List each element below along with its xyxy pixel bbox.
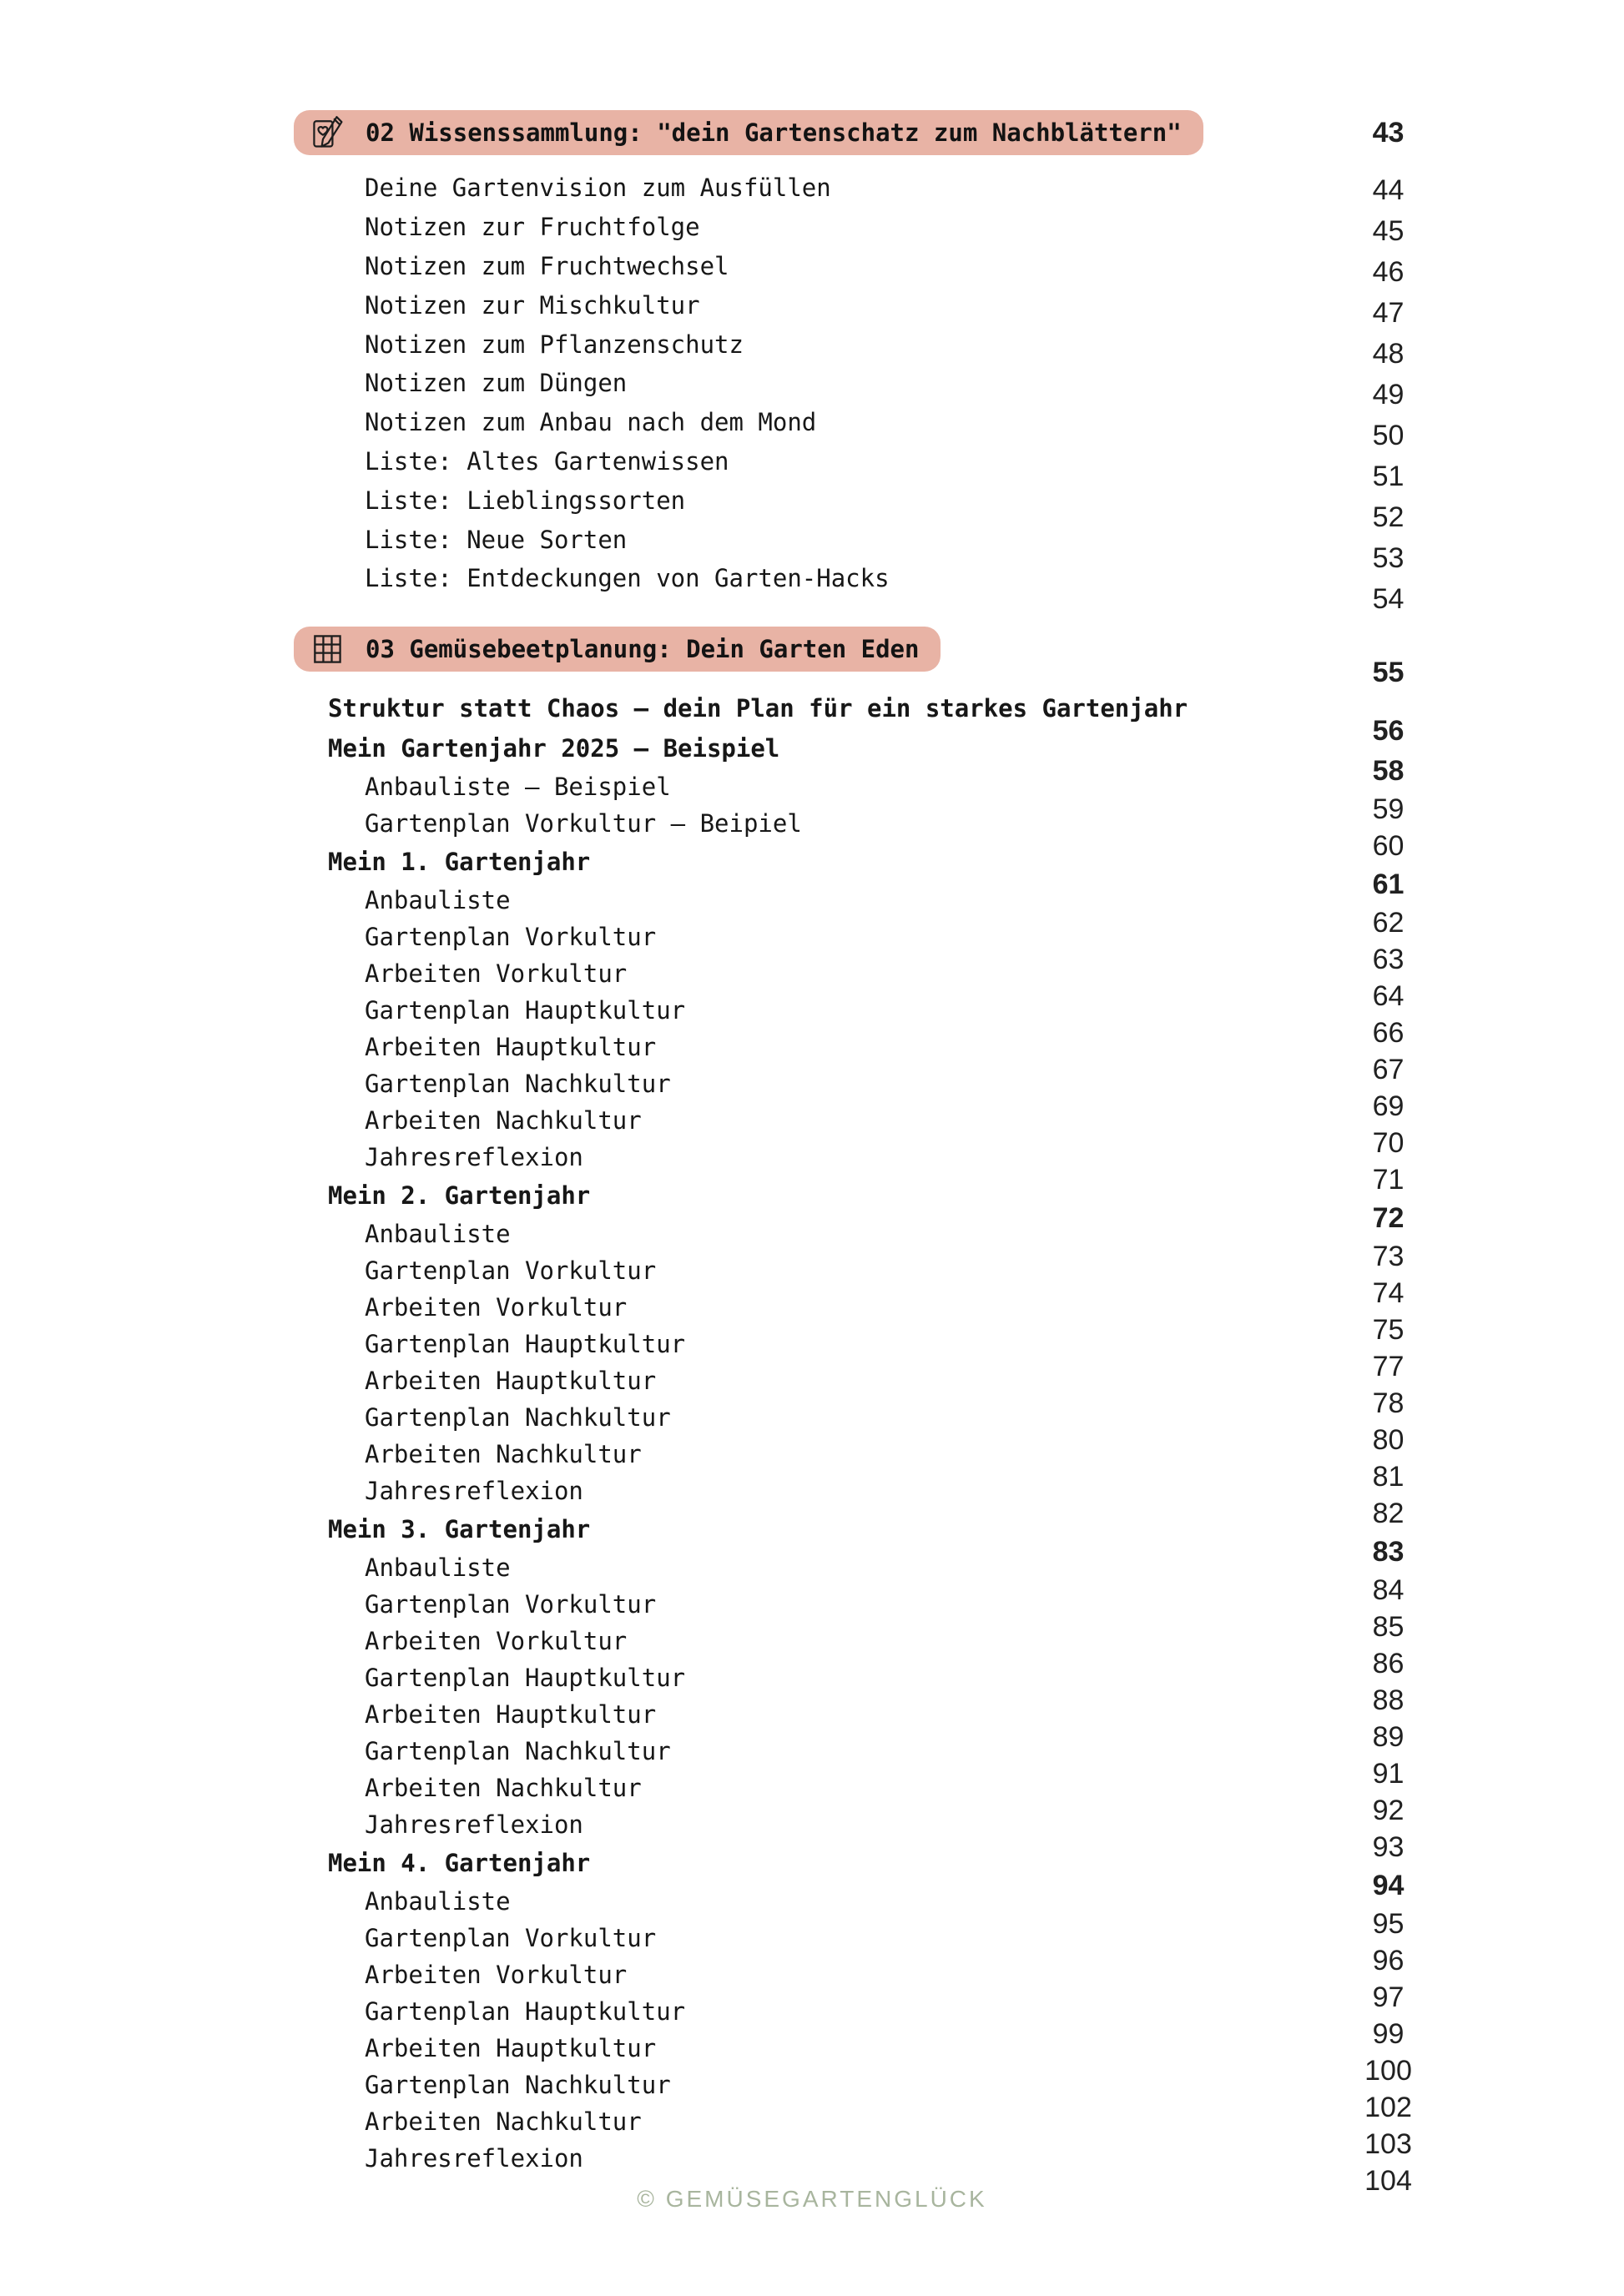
toc-entry-label: Anbauliste [365,885,511,914]
toc-subheading[interactable] [294,1176,1329,1216]
toc-entry-label: Arbeiten Vorkultur [365,1626,628,1655]
toc-page-number: 93 [1372,1830,1405,1863]
toc-entry-label: Gartenplan Hauptkultur [365,1663,686,1692]
toc-page-number: 56 [1372,714,1405,747]
toc-page-number: 96 [1372,1944,1405,1976]
toc-page-number: 102 [1364,2091,1412,2123]
toc-entry[interactable] [294,1289,1329,1326]
toc-subheading[interactable] [294,1843,1329,1883]
toc-entry-label: Jahresreflexion [365,1810,583,1839]
toc-page-number: 59 [1372,793,1405,825]
toc-entry[interactable] [294,364,1329,403]
toc-entry[interactable] [294,1623,1329,1659]
toc-entry-label: Anbauliste [365,1886,511,1916]
section-header-02[interactable] [294,110,1203,155]
toc-page-number: 54 [1372,583,1405,615]
grid-table-icon [309,631,345,667]
toc-entry[interactable] [294,1770,1329,1806]
toc-entry[interactable] [294,1473,1329,1509]
toc-entry[interactable] [294,1252,1329,1289]
toc-entry[interactable] [294,2067,1329,2103]
toc-entry-label: Liste: Neue Sorten [365,525,628,554]
toc-entries-column [294,110,1329,2177]
toc-entry[interactable] [294,805,1329,842]
toc-subheading[interactable] [294,842,1329,882]
toc-entry-label: Jahresreflexion [365,1476,583,1505]
toc-entry-label: Gartenplan Vorkultur [365,922,657,951]
toc-entry-label: Struktur statt Chaos – dein Plan für ein starkes Gartenjahr [328,693,1188,723]
toc-page-number: 97 [1372,1981,1405,2013]
toc-entry[interactable] [294,1883,1329,1920]
toc-page-number: 104 [1364,2164,1412,2197]
toc-page-number: 71 [1372,1163,1405,1196]
toc-entry-label: Arbeiten Hauptkultur [365,2033,657,2062]
section-title: 03 Gemüsebeetplanung: Dein Garten Eden [366,634,920,663]
toc-entry[interactable] [294,1696,1329,1733]
toc-entry[interactable] [294,1993,1329,2030]
toc-entry-label: Gartenplan Nachkultur [365,2070,671,2099]
toc-entry-label: Arbeiten Nachkultur [365,1439,642,1468]
toc-entry-label: Notizen zur Fruchtfolge [365,213,700,242]
toc-page-number: 95 [1372,1907,1405,1940]
section-page-number: 55 [1372,656,1405,688]
toc-entry-label: Mein 4. Gartenjahr [328,1848,591,1877]
toc-page-number: 48 [1372,338,1405,370]
toc-page-number: 86 [1372,1647,1405,1679]
toc-entry-label: Anbauliste [365,1219,511,1248]
toc-page-number: 61 [1372,868,1405,900]
toc-entry-label: Arbeiten Nachkultur [365,2107,642,2136]
toc-page-number: 50 [1372,420,1405,451]
toc-entry-label: Gartenplan Vorkultur [365,1589,657,1619]
toc-entry[interactable] [294,768,1329,805]
toc-entry[interactable] [294,1549,1329,1586]
toc-entry-label: Anbauliste [365,1553,511,1582]
heart-note-pencil-icon [309,113,345,152]
toc-page-number: 92 [1372,1794,1405,1826]
footer-text: © GEMÜSEGARTENGLÜCK [637,2186,987,2212]
toc-page-number: 103 [1364,2127,1412,2160]
toc-page-number: 83 [1372,1535,1405,1568]
toc-entry-label: Gartenplan Vorkultur [365,1923,657,1952]
toc-entry-label: Liste: Entdeckungen von Garten-Hacks [365,564,890,593]
toc-page-number: 77 [1372,1350,1405,1382]
toc-page-number: 45 [1372,215,1405,247]
toc-entry-label: Gartenplan Nachkultur [365,1069,671,1098]
toc-entry[interactable] [294,1586,1329,1623]
toc-entry-label: Arbeiten Hauptkultur [365,1032,657,1061]
toc-entry[interactable] [294,955,1329,992]
toc-page-number: 62 [1372,906,1405,939]
toc-entry-label: Jahresreflexion [365,1142,583,1171]
toc-entry[interactable] [294,208,1329,247]
toc-entry[interactable] [294,442,1329,481]
toc-entry-label: Liste: Altes Gartenwissen [365,446,729,476]
toc-entry[interactable] [294,2030,1329,2067]
toc-entry[interactable] [294,2103,1329,2140]
toc-subheading[interactable] [294,1509,1329,1549]
toc-entry-label: Arbeiten Nachkultur [365,1773,642,1802]
toc-entry-label: Mein 1. Gartenjahr [328,847,591,876]
toc-entry[interactable] [294,1326,1329,1362]
toc-entry[interactable] [294,882,1329,919]
toc-entry[interactable] [294,992,1329,1029]
toc-entry[interactable] [294,1956,1329,1993]
toc-page-number: 84 [1372,1573,1405,1606]
toc-page-number: 82 [1372,1497,1405,1529]
toc-page-number: 73 [1372,1240,1405,1272]
section-title: 02 Wissenssammlung: "dein Gartenschatz zum Nachblättern" [366,118,1182,147]
toc-entry[interactable] [294,169,1329,208]
toc-entry-label: Mein 2. Gartenjahr [328,1181,591,1210]
toc-page-number: 67 [1372,1053,1405,1085]
toc-page-number: 46 [1372,256,1405,288]
toc-entry[interactable] [294,1436,1329,1473]
toc-entry-label: Arbeiten Hauptkultur [365,1366,657,1395]
toc-page-number: 63 [1372,943,1405,975]
toc-entry[interactable] [294,481,1329,520]
toc-entry[interactable] [294,1399,1329,1436]
toc-page-number: 58 [1372,754,1405,787]
toc-entry[interactable] [294,559,1329,598]
toc-entry-label: Gartenplan Hauptkultur [365,995,686,1025]
section-header-03[interactable] [294,627,941,672]
toc-page-number: 89 [1372,1720,1405,1753]
toc-page-number: 64 [1372,979,1405,1012]
toc-page-number: 72 [1372,1201,1405,1234]
toc-entry-label: Anbauliste – Beispiel [365,772,671,801]
toc-entry-label: Mein Gartenjahr 2025 – Beispiel [328,733,780,763]
toc-entry-label: Liste: Lieblingssorten [365,486,686,515]
toc-entry[interactable] [294,1102,1329,1139]
toc-page-number: 52 [1372,501,1405,533]
toc-entry[interactable] [294,1733,1329,1770]
toc-entry-label: Arbeiten Vorkultur [365,959,628,988]
toc-subheading[interactable] [294,728,1329,768]
toc-entry[interactable] [294,1216,1329,1252]
toc-entry-label: Jahresreflexion [365,2143,583,2173]
toc-page-number: 60 [1372,829,1405,862]
toc-entry[interactable] [294,325,1329,364]
toc-entry[interactable] [294,2140,1329,2177]
toc-entry-label: Arbeiten Vorkultur [365,1292,628,1322]
toc-entry[interactable] [294,247,1329,286]
toc-page-number: 80 [1372,1423,1405,1456]
toc-entry[interactable] [294,1806,1329,1843]
copyright-footer [0,2186,1624,2213]
toc-entry[interactable] [294,520,1329,559]
toc-entry[interactable] [294,919,1329,955]
toc-page-numbers-column [1346,110,1430,2199]
toc-page-number: 85 [1372,1610,1405,1643]
toc-entry-label: Arbeiten Nachkultur [365,1105,642,1135]
toc-entry[interactable] [294,1065,1329,1102]
toc-page-number: 69 [1372,1090,1405,1122]
toc-entry-label: Notizen zum Anbau nach dem Mond [365,408,817,437]
toc-page-number: 81 [1372,1460,1405,1493]
toc-entry[interactable] [294,403,1329,442]
toc-entry-label: Gartenplan Vorkultur [365,1256,657,1285]
toc-entry-label: Notizen zum Pflanzenschutz [365,330,744,359]
toc-page-number: 88 [1372,1684,1405,1716]
section-page-number: 43 [1372,116,1405,149]
toc-page-number: 66 [1372,1016,1405,1049]
toc-entry[interactable] [294,285,1329,325]
toc-page-number: 78 [1372,1387,1405,1419]
toc-entry[interactable] [294,1920,1329,1956]
toc-entry-label: Notizen zur Mischkultur [365,290,700,320]
toc-page-number: 91 [1372,1757,1405,1790]
toc-page-number: 49 [1372,379,1405,410]
toc-page-number: 75 [1372,1313,1405,1346]
toc-entry-label: Gartenplan Nachkultur [365,1402,671,1432]
toc-page-number: 74 [1372,1276,1405,1309]
toc-page-number: 47 [1372,297,1405,329]
toc-page-number: 51 [1372,461,1405,492]
toc-entry-label: Arbeiten Hauptkultur [365,1699,657,1729]
toc-entry-label: Arbeiten Vorkultur [365,1960,628,1989]
toc-page-number: 53 [1372,542,1405,574]
toc-entry-label: Gartenplan Nachkultur [365,1736,671,1765]
toc-page-number: 94 [1372,1869,1405,1901]
toc-subheading[interactable] [294,688,1329,728]
toc-page-number: 99 [1372,2017,1405,2050]
toc-entry-label: Mein 3. Gartenjahr [328,1514,591,1543]
toc-entry-label: Notizen zum Fruchtwechsel [365,251,729,280]
toc-entry-label: Gartenplan Hauptkultur [365,1329,686,1358]
toc-entry-label: Gartenplan Hauptkultur [365,1996,686,2026]
toc-entry[interactable] [294,1029,1329,1065]
toc-entry[interactable] [294,1659,1329,1696]
toc-page-number: 44 [1372,174,1405,206]
toc-entry-label: Deine Gartenvision zum Ausfüllen [365,174,831,203]
toc-entry[interactable] [294,1139,1329,1176]
toc-entry-label: Notizen zum Düngen [365,369,628,398]
toc-entry-label: Gartenplan Vorkultur – Beipiel [365,808,802,838]
toc-entry[interactable] [294,1362,1329,1399]
toc-page-number: 70 [1372,1126,1405,1159]
toc-page-number: 100 [1364,2054,1412,2087]
